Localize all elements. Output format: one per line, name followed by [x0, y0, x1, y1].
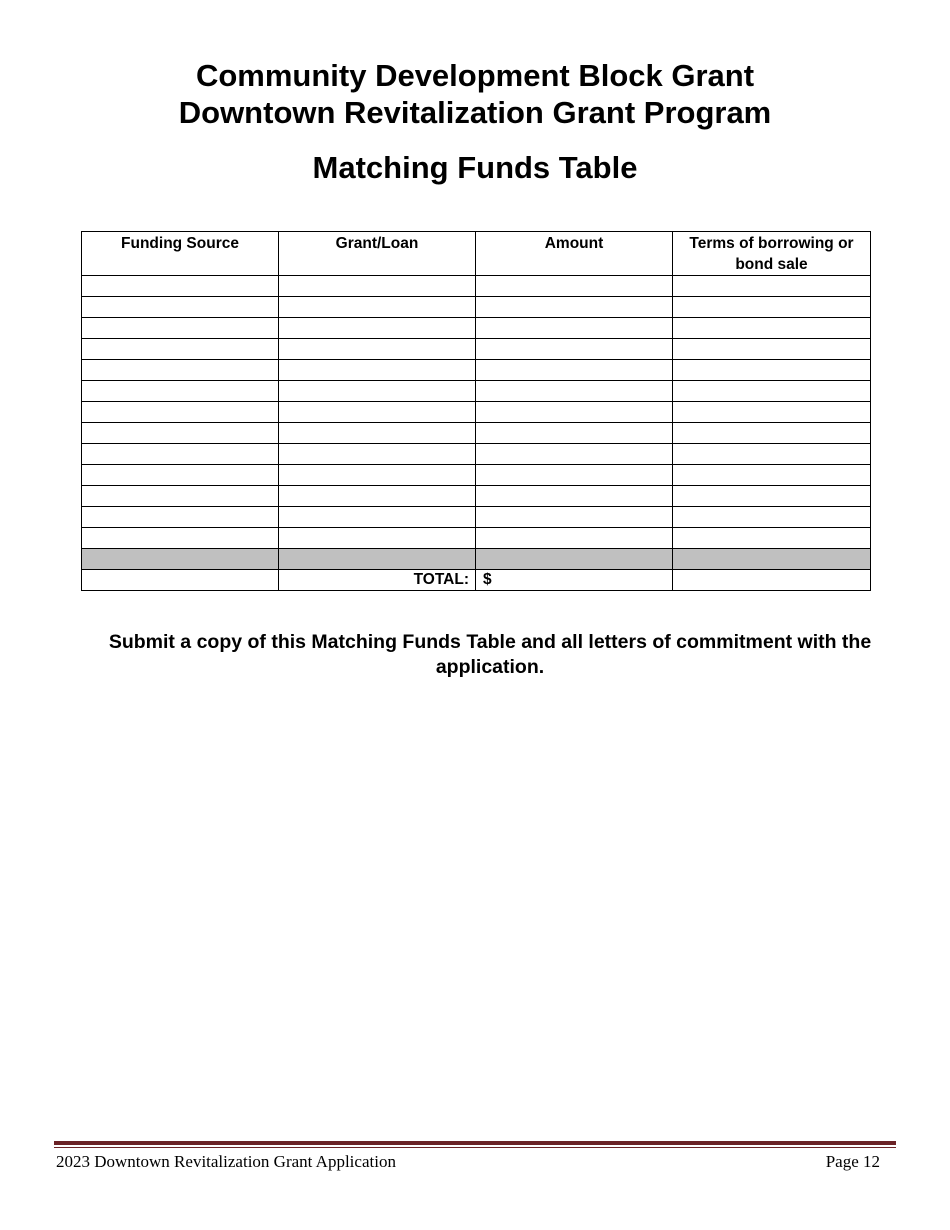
title-line-2: Downtown Revitalization Grant Program	[178, 95, 772, 130]
document-title	[0, 57, 950, 131]
table-cell-input[interactable]	[476, 528, 673, 549]
table-cell-input[interactable]	[476, 402, 673, 423]
column-header-terms: Terms of borrowing or bond sale	[673, 232, 871, 276]
table-cell-input[interactable]	[82, 465, 279, 486]
table-cell-input[interactable]	[673, 339, 871, 360]
table-cell-input[interactable]	[279, 381, 476, 402]
table-cell-input[interactable]	[673, 423, 871, 444]
table-body	[82, 276, 871, 591]
table-cell-input[interactable]	[82, 381, 279, 402]
table-cell-input[interactable]	[82, 339, 279, 360]
table-cell-input[interactable]	[673, 444, 871, 465]
table-row	[82, 423, 871, 444]
table-cell-input[interactable]	[82, 360, 279, 381]
table-cell-input[interactable]	[279, 528, 476, 549]
table-cell-input[interactable]	[82, 444, 279, 465]
table-cell-input[interactable]	[82, 528, 279, 549]
total-label: TOTAL:	[279, 570, 476, 591]
table-cell-input[interactable]	[476, 486, 673, 507]
table-cell-input[interactable]	[279, 465, 476, 486]
footer-rule	[54, 1141, 896, 1145]
table-cell-input[interactable]	[673, 507, 871, 528]
table-row	[82, 402, 871, 423]
column-header-funding-source: Funding Source	[82, 232, 279, 276]
table-row	[82, 465, 871, 486]
table-cell-input[interactable]	[476, 360, 673, 381]
footer-rule-thin	[54, 1147, 896, 1148]
table-cell-input[interactable]	[476, 381, 673, 402]
footer-document-name: 2023 Downtown Revitalization Grant Application	[56, 1152, 396, 1171]
table-cell-input[interactable]	[476, 507, 673, 528]
table-cell-input[interactable]	[279, 339, 476, 360]
table-cell-input[interactable]	[476, 276, 673, 297]
submission-note: Submit a copy of this Matching Funds Table and all letters of commitment with the application.	[108, 631, 872, 678]
table-cell-input[interactable]	[82, 402, 279, 423]
table-cell-input[interactable]	[82, 423, 279, 444]
table-row	[82, 507, 871, 528]
table-header-row	[82, 232, 871, 276]
table-cell-input[interactable]	[82, 507, 279, 528]
total-row	[82, 570, 871, 591]
table-cell	[673, 549, 871, 570]
table-title: Matching Funds Table	[312, 150, 638, 185]
table-cell-input[interactable]	[673, 381, 871, 402]
table-row	[82, 528, 871, 549]
table-cell-input[interactable]	[476, 297, 673, 318]
table-row	[82, 360, 871, 381]
table-row	[82, 381, 871, 402]
table-row	[82, 486, 871, 507]
table-cell-input[interactable]	[673, 465, 871, 486]
matching-funds-table	[81, 231, 871, 591]
total-funding-source-cell[interactable]	[82, 570, 279, 591]
table-cell-input[interactable]	[673, 486, 871, 507]
table-row	[82, 339, 871, 360]
table-cell-input[interactable]	[279, 318, 476, 339]
table-cell-input[interactable]	[673, 297, 871, 318]
table-cell-input[interactable]	[279, 360, 476, 381]
table-cell-input[interactable]	[476, 318, 673, 339]
total-terms-cell[interactable]	[673, 570, 871, 591]
table-row	[82, 297, 871, 318]
table-cell-input[interactable]	[82, 318, 279, 339]
table-cell-input[interactable]	[673, 318, 871, 339]
column-header-amount: Amount	[476, 232, 673, 276]
table-cell-input[interactable]	[673, 276, 871, 297]
table-cell-input[interactable]	[279, 486, 476, 507]
table-row	[82, 276, 871, 297]
table-cell-input[interactable]	[82, 297, 279, 318]
table-cell-input[interactable]	[476, 444, 673, 465]
title-line-1: Community Development Block Grant	[195, 58, 755, 93]
table-cell-input[interactable]	[476, 339, 673, 360]
table-cell-input[interactable]	[82, 276, 279, 297]
footer-page-number: Page 12	[825, 1152, 880, 1171]
table-cell-input[interactable]	[279, 423, 476, 444]
table-cell-input[interactable]	[279, 402, 476, 423]
table-cell	[476, 549, 673, 570]
table-cell-input[interactable]	[673, 528, 871, 549]
table-row	[82, 444, 871, 465]
table-cell-input[interactable]	[673, 402, 871, 423]
table-cell	[82, 549, 279, 570]
shaded-separator-row	[82, 549, 871, 570]
column-header-grant-loan: Grant/Loan	[279, 232, 476, 276]
table-cell-input[interactable]	[673, 360, 871, 381]
total-amount-field[interactable]: $	[476, 570, 673, 591]
table-cell-input[interactable]	[476, 465, 673, 486]
table-cell	[279, 549, 476, 570]
table-row	[82, 318, 871, 339]
table-cell-input[interactable]	[279, 297, 476, 318]
table-cell-input[interactable]	[279, 276, 476, 297]
table-cell-input[interactable]	[82, 486, 279, 507]
table-cell-input[interactable]	[476, 423, 673, 444]
table-cell-input[interactable]	[279, 507, 476, 528]
table-cell-input[interactable]	[279, 444, 476, 465]
